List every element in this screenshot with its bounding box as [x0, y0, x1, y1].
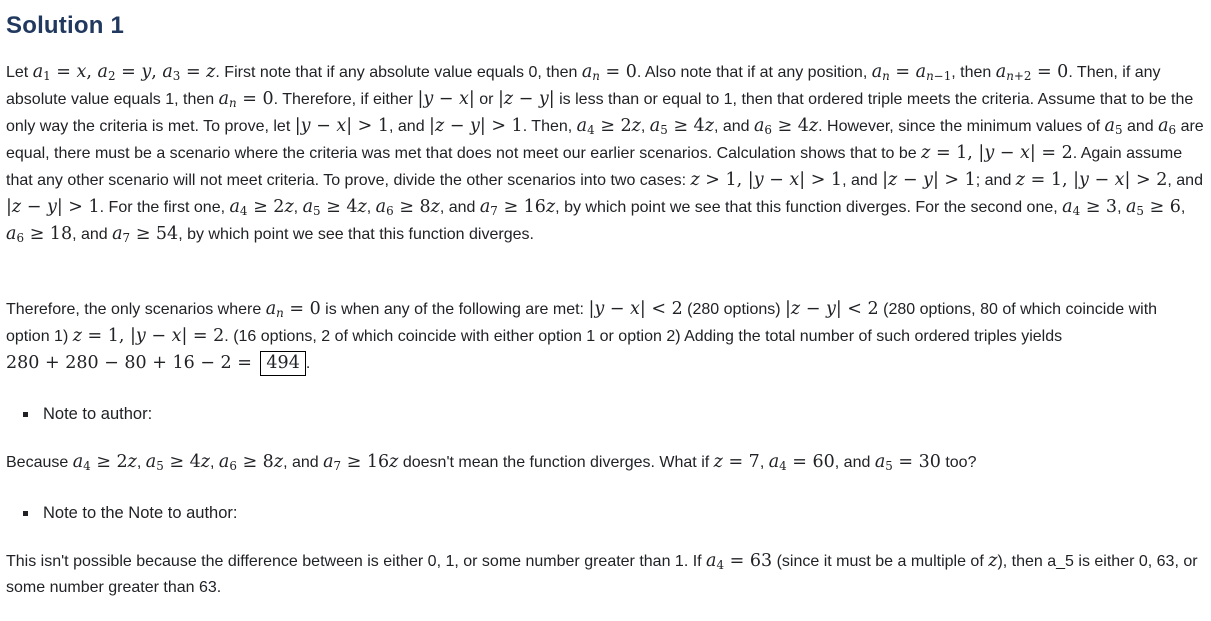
- solution-heading: Solution 1: [6, 12, 124, 39]
- text-run: , and: [713, 118, 754, 135]
- math-inline: $a_4 \ge 2z$: [576, 116, 641, 137]
- math-inline: |z − y| > 1: [6, 197, 100, 217]
- text-run: . Again assume that any other scenario will not meet criteria. To prove, divide the other scenarios into two cases:: [6, 145, 1183, 189]
- text-run: are equal, there must be a scenario where the criteria was met that does not meet our earlier scenarios. Calculation shows that to be: [6, 118, 1204, 162]
- math-inline: z: [988, 551, 998, 571]
- text-run: (since it must be a multiple of: [772, 553, 989, 570]
- text-run: , and: [1167, 172, 1203, 189]
- text-run: too?: [940, 454, 977, 471]
- text-run: Note to the Note to author:: [43, 504, 238, 522]
- math-inline: $a_4 \ge 2z$: [72, 452, 137, 473]
- text-run: .: [305, 355, 311, 372]
- math-inline: $a_1 = x$, $a_2 = y$, $a_3 = z$: [32, 62, 216, 83]
- text-run: ,: [209, 454, 219, 471]
- math-inline: $a_6 \ge 8z$: [218, 452, 284, 473]
- math-inline: |y − x| < 2: [588, 299, 683, 319]
- text-run: , and: [842, 172, 883, 189]
- text-run: doesn't mean the function diverges. What if: [398, 454, 714, 471]
- text-run: is when any of the following are met:: [320, 301, 589, 318]
- math-inline: $a_5 \ge 4z$: [649, 116, 714, 137]
- text-run: , then: [951, 64, 996, 81]
- text-run: ,: [366, 199, 376, 216]
- text-run: This isn't possible because the difference between is either 0, 1, or some number greater than 1. If: [6, 553, 707, 570]
- text-run: . However, since the minimum values of: [818, 118, 1105, 135]
- text-run: . Then,: [522, 118, 577, 135]
- math-inline: z = 1, |y − x| = 2: [72, 326, 225, 346]
- math-inline: $a_n = 0$: [218, 89, 274, 110]
- text-run: ,: [136, 454, 146, 471]
- note-to-note-bullet-list: [6, 503, 1204, 524]
- math-inline: $a_5 \ge 4z$: [145, 452, 210, 473]
- math-inline: |y − x| > 1: [294, 116, 390, 136]
- note-to-author-text: [6, 449, 1204, 476]
- text-run: ; and: [975, 172, 1016, 189]
- text-run: , and: [72, 226, 113, 243]
- math-inline: $a_5 \ge 6$: [1125, 197, 1181, 218]
- math-inline: $a_n = 0$: [581, 62, 637, 83]
- note-to-note-text: [6, 548, 1204, 601]
- text-run: Therefore, the only scenarios where: [6, 301, 266, 318]
- text-run: Let: [6, 64, 33, 81]
- math-inline: |z − y| < 2: [785, 299, 879, 319]
- text-run: . Also note that if at any position,: [636, 64, 872, 81]
- text-run: , and: [439, 199, 480, 216]
- math-inline: z = 1, |y − x| = 2: [921, 143, 1073, 163]
- math-inline: z = 7: [713, 452, 760, 472]
- math-inline: $a_5$: [1104, 116, 1123, 137]
- math-inline: |z − y| > 1: [429, 116, 523, 136]
- math-inline: $a_4 = 63$: [706, 551, 773, 572]
- text-run: ,: [640, 118, 650, 135]
- math-inline: $a_5 = 30$: [874, 452, 941, 473]
- text-run: or: [474, 91, 498, 108]
- text-run: ,: [1117, 199, 1126, 216]
- text-run: ,: [1180, 199, 1186, 216]
- math-inline: $a_4 \ge 3$: [1062, 197, 1118, 218]
- math-inline: |z − y|: [497, 89, 555, 109]
- math-inline: $a_4 = 60$: [768, 452, 835, 473]
- note-to-author-bullet: [39, 404, 1204, 425]
- math-inline: $a_n = 0$: [265, 299, 321, 320]
- math-inline: $a_7 \ge 16z$: [323, 452, 399, 473]
- text-run: and: [1122, 118, 1159, 135]
- math-inline: 280 + 280 − 80 + 16 − 2 =: [6, 353, 258, 373]
- solution-paragraph-main: [6, 59, 1204, 248]
- math-inline: $a_6 \ge 18$: [6, 224, 73, 245]
- text-run: , by which point we see that this function diverges.: [178, 226, 534, 243]
- math-inline: $a_{n+2} = 0$: [995, 62, 1069, 83]
- math-inline: z > 1, |y − x| > 1: [690, 170, 843, 190]
- text-run: , and: [834, 454, 875, 471]
- math-inline: $a_6 \ge 4z$: [753, 116, 819, 137]
- text-run: , and: [283, 454, 324, 471]
- math-inline: $a_n = a_{n-1}$: [871, 62, 952, 83]
- solution-content: [6, 59, 1204, 601]
- math-inline: $a_4 \ge 2z$: [229, 197, 294, 218]
- note-to-author-bullet-list: [6, 404, 1204, 425]
- math-inline: $a_6$: [1158, 116, 1177, 137]
- math-inline: z = 1, |y − x| > 2: [1015, 170, 1168, 190]
- boxed-answer: 494: [260, 351, 305, 376]
- math-inline: $a_7 \ge 54$: [112, 224, 179, 245]
- text-run: ,: [759, 454, 769, 471]
- text-run: . (16 options, 2 of which coincide with either option 1 or option 2) Adding the total number of such ordered triples yields: [224, 328, 1063, 345]
- math-inline: $a_5 \ge 4z$: [302, 197, 367, 218]
- text-run: . Therefore, if either: [273, 91, 418, 108]
- text-run: (280 options): [682, 301, 786, 318]
- text-run: . For the first one,: [99, 199, 230, 216]
- math-inline: |y − x|: [417, 89, 475, 109]
- text-run: , and: [389, 118, 430, 135]
- math-inline: $a_7 \ge 16z$: [479, 197, 556, 218]
- text-run: ), then a_5 is either 0, 63, or some number greater than 63.: [6, 553, 1198, 596]
- note-to-note-bullet: [39, 503, 1204, 524]
- text-run: ,: [293, 199, 303, 216]
- text-run: . Then, if any absolute value equals 1, then: [6, 64, 1161, 108]
- math-inline: |z − y| > 1: [882, 170, 976, 190]
- text-run: , by which point we see that this function diverges. For the second one,: [555, 199, 1063, 216]
- text-run: Because: [6, 454, 73, 471]
- text-run: Note to author:: [43, 405, 153, 423]
- math-inline: $a_6 \ge 8z$: [375, 197, 440, 218]
- text-run: . First note that if any absolute value equals 0, then: [215, 64, 582, 81]
- text-run: is less than or equal to 1, then that ordered triple meets the criteria. Assume that to be the only way the criteria is met. To prove, let: [6, 91, 1194, 135]
- solution-paragraph-count: [6, 296, 1204, 377]
- text-run: (280 options, 80 of which coincide with option 1): [6, 301, 1158, 345]
